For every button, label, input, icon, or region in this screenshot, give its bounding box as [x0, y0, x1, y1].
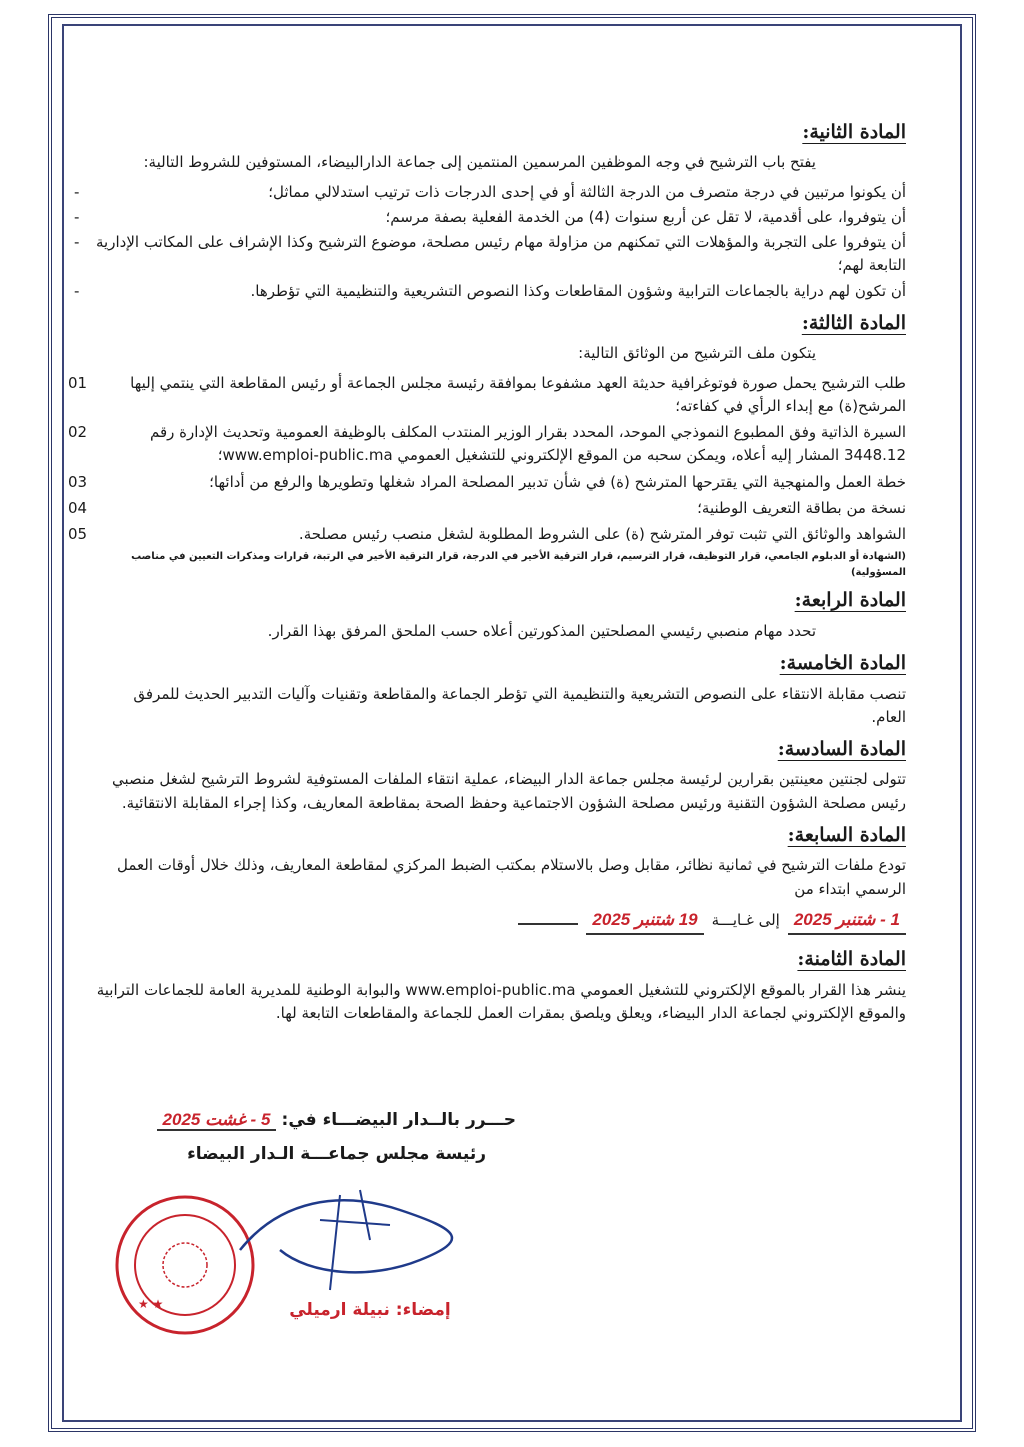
article-5-text: تنصب مقابلة الانتقاء على النصوص التشريعية والتنظيمية التي تؤطر الجماعة والمقاطعة وتقنيات وآليات التدبير الحديث للمرفق العام.: [133, 684, 906, 726]
article-2-title: المادة الثانية:: [802, 121, 906, 143]
end-date: 19 شتنبر 2025: [586, 907, 703, 935]
article-4-text: تحدد مهام منصبي رئيسي المصلحتين المذكورتين أعلاه حسب الملحق المرفق بهذا القرار.: [267, 621, 816, 640]
svg-text:★ ★: ★ ★: [138, 1297, 164, 1311]
submission-period: [96, 907, 906, 935]
article-6-title: المادة السادسة:: [777, 738, 906, 760]
article-4-title: المادة الرابعة:: [794, 589, 906, 612]
document-item: 01 طلب الترشيح يحمل صورة فوتوغرافية حديثة العهد مشفوعا بموافقة رئيسة مجلس الجماعة أو رئيس المقاطعة التي ينتمي إليها المرشح(ة) مع إبداء الرأي في كفاءته؛: [68, 373, 906, 415]
article-6-text: تتولى لجنتين معينتين بقرارين لرئيسة مجلس جماعة الدار البيضاء، عملية انتقاء الملفات المستوفية لشروط الترشيح لشغل منصبي رئيس مصلحة الشؤون التقنية ورئيس مصلحة الشؤون الاجتماعية وحفظ الصحة بمقاطعة المعاريف، وكذا إجراء المقابلة الانتقائية.: [112, 770, 906, 812]
document-item: 02 السيرة الذاتية وفق المطبوع النموذجي الموحد، المحدد بقرار الوزير المنتدب المكلف بالوظيفة العمومية وتحديث الإدارة رقم 3448.12 المشار إليه أعلاه، ويمكن سحبه من الموقع الإلكتروني للتشغيل العمومي www.emploi-public.ma؛: [68, 423, 906, 465]
signature-place: حـــرر بالــدار البيضـــاء في:: [281, 1110, 516, 1130]
article-7-title: المادة السابعة:: [787, 823, 906, 846]
article-3-documents: [68, 372, 906, 547]
article-5-title: المادة الخامسة:: [779, 652, 906, 675]
signature-date: 5 - غشت 2025: [157, 1110, 277, 1131]
condition-item: - أن يكونوا مرتبين في درجة متصرف من الدرجة الثالثة أو في إحدى الدرجات ذات ترتيب استدلالي مماثل؛: [74, 182, 906, 201]
article-3-intro: يتكون ملف الترشيح من الوثائق التالية:: [578, 344, 816, 363]
document-item: 03 خطة العمل والمنهجية التي يقترحها المترشح (ة) في شأن تدبير المصلحة المراد شغلها وتطويرها والرفع من أدائها؛: [68, 472, 906, 491]
document-item: 05 الشواهد والوثائق التي تثبت توفر المترشح (ة) على الشروط المطلوبة لشغل منصب رئيس مصلحة.: [68, 525, 906, 544]
start-date: 1 - شتنبر 2025: [788, 907, 906, 935]
condition-item: - أن يتوفروا على التجربة والمؤهلات التي تمكنهم من مزاولة مهام رئيس مصلحة، موضوع الترشيح وكذا الإشراف على المكاتب الإدارية التابعة لهم؛: [74, 233, 906, 275]
document-item: 04 نسخة من بطاقة التعريف الوطنية؛: [68, 498, 906, 517]
signature-place-line: [96, 1110, 906, 1130]
signatory-name: إمضاء: نبيلة ارميلي: [289, 1300, 451, 1320]
date-fill-line: [518, 911, 578, 925]
article-8-text: ينشر هذا القرار بالموقع الإلكتروني للتشغيل العمومي www.emploi-public.ma والبوابة الوطنية للمديرية العامة للجماعات الترابية والموقع الإلكتروني لجماعة الدار البيضاء، ويعلق ويلصق بمقرات العمل للجماعة والمقاطعات التابعة لها.: [96, 980, 906, 1022]
article-3-title: المادة الثالثة:: [801, 311, 906, 334]
document-body: [68, 112, 906, 1031]
article-8-title: المادة الثامنة:: [797, 948, 906, 971]
until-label: إلى غـايـــة: [711, 910, 780, 929]
condition-item: - أن تكون لهم دراية بالجماعات الترابية وشؤون المقاطعات وكذا النصوص التشريعية والتنظيمية التي تؤطرها.: [74, 281, 906, 300]
article-2-conditions: [74, 181, 906, 303]
article-3-note: (الشهادة أو الدبلوم الجامعي، قرار التوظيف، قرار الترسيم، قرار الترقية الأخير في الدرجة، قرار الترقية الأخير في الرتبة، قرارات ومذكرات التعيين في مناصب المسؤولية): [131, 551, 906, 578]
condition-item: - أن يتوفروا، على أقدمية، لا تقل عن أربع سنوات (4) من الخدمة الفعلية بصفة مرسم؛: [74, 207, 906, 226]
handwritten-signature-icon: [220, 1180, 480, 1300]
signatory-title: رئيسة مجلس جماعـــة الـدار البيضاء: [187, 1144, 486, 1164]
signature-block: [96, 1110, 906, 1164]
article-7-text: تودع ملفات الترشيح في ثمانية نظائر، مقابل وصل بالاستلام بمكتب الضبط المركزي لمقاطعة المعاريف، وذلك خلال أوقات العمل الرسمي ابتداء من: [117, 856, 906, 898]
article-2-intro: يفتح باب الترشيح في وجه الموظفين المرسمين المنتمين إلى جماعة الدارالبيضاء، المستوفين للشروط التالية:: [143, 153, 816, 172]
